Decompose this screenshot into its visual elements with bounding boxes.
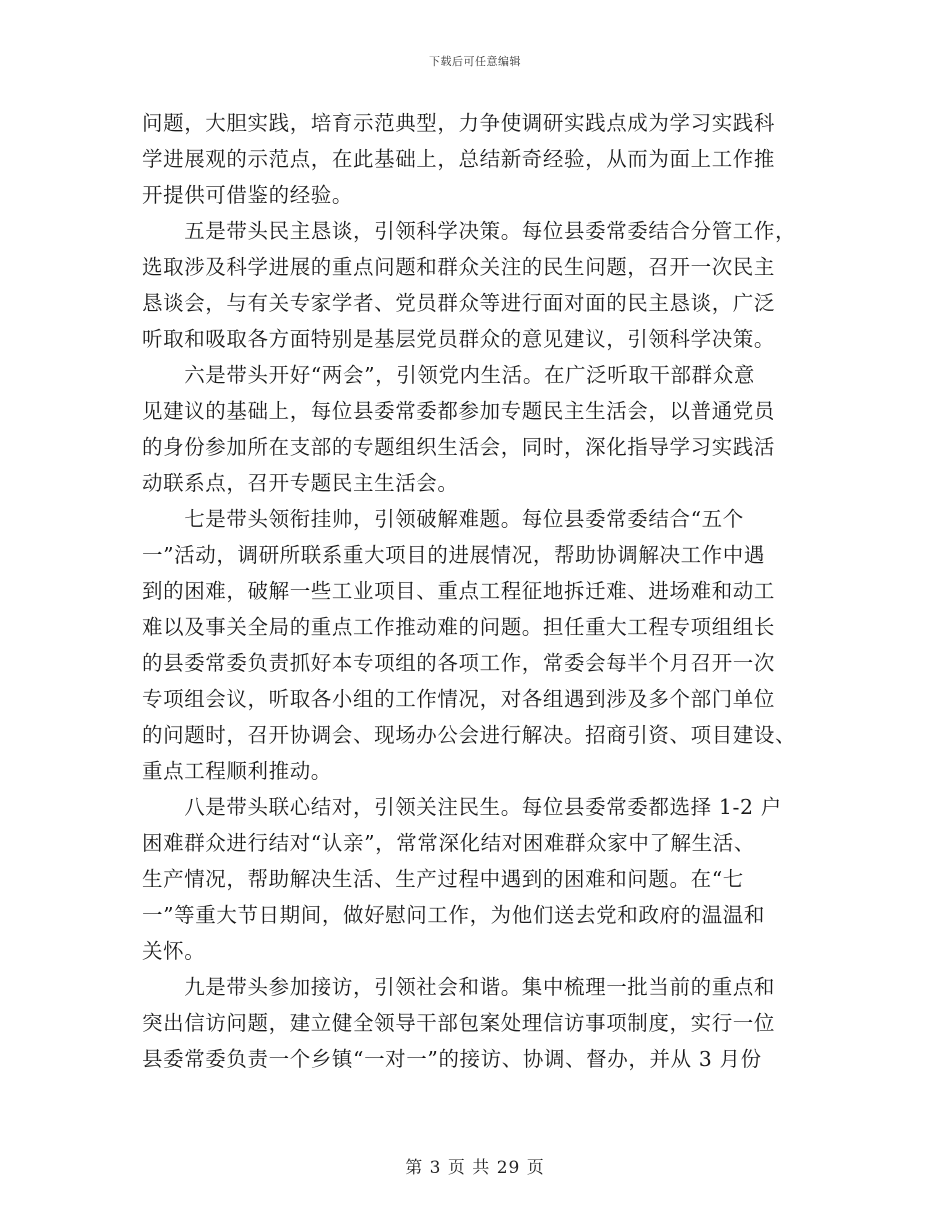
text-line: 生产情况，帮助解决生活、生产过程中遇到的困难和问题。在“七 — [142, 867, 744, 891]
text-line: 五是带头民主恳谈，引领科学决策。每位县委常委结合分管工作， — [142, 219, 797, 243]
text-line: 的问题时，召开协调会、现场办公会进行解决。招商引资、项目建设、 — [142, 723, 797, 747]
text-line: 学进展观的示范点，在此基础上，总结新奇经验，从而为面上工作推 — [142, 147, 775, 171]
text-line: 突出信访问题，建立健全领导干部包案处理信访事项制度，实行一位 — [142, 1011, 775, 1035]
page-number-footer: 第 3 页 共 29 页 — [405, 1158, 545, 1178]
text-line: 听取和吸取各方面特别是基层党员群众的意见建议，引领科学决策。 — [142, 327, 775, 351]
text-line: 六是带头开好“两会”，引领党内生活。在广泛听取干部群众意 — [142, 363, 755, 387]
text-line: 动联系点，召开专题民主生活会。 — [142, 471, 459, 495]
text-line: 难以及事关全局的重点工作推动难的问题。担任重大工程专项组组长 — [142, 615, 775, 639]
text-line: 恳谈会，与有关专家学者、党员群众等进行面对面的民主恳谈，广泛 — [142, 291, 775, 315]
text-line: 县委常委负责一个乡镇“一对一”的接访、协调、督办，并从 3 月份 — [142, 1047, 762, 1071]
page-header-note: 下载后可任意编辑 — [429, 55, 521, 68]
text-line: 九是带头参加接访，引领社会和谐。集中梳理一批当前的重点和 — [142, 975, 775, 999]
text-line: 的身份参加所在支部的专题组织生活会，同时，深化指导学习实践活 — [142, 435, 775, 459]
text-line: 到的困难，破解一些工业项目、重点工程征地拆迁难、进场难和动工 — [142, 579, 775, 603]
text-line: 选取涉及科学进展的重点问题和群众关注的民生问题，召开一次民主 — [142, 255, 775, 279]
text-line: 问题，大胆实践，培育示范典型，力争使调研实践点成为学习实践科 — [142, 111, 775, 135]
text-line: 开提供可借鉴的经验。 — [142, 183, 353, 207]
text-line: 重点工程顺利推动。 — [142, 759, 332, 783]
text-line: 关怀。 — [142, 939, 206, 963]
text-line: 八是带头联心结对，引领关注民生。每位县委常委都选择 1-2 户 — [142, 795, 782, 819]
text-line: 的县委常委负责抓好本专项组的各项工作，常委会每半个月召开一次 — [142, 651, 775, 675]
text-line: 见建议的基础上，每位县委常委都参加专题民主生活会，以普通党员 — [142, 399, 775, 423]
text-line: 七是带头领衔挂帅，引领破解难题。每位县委常委结合“五个 — [142, 507, 744, 531]
text-line: 一”等重大节日期间，做好慰问工作，为他们送去党和政府的温温和 — [142, 903, 765, 927]
text-line: 困难群众进行结对“认亲”，常常深化结对困难群众家中了解生活、 — [142, 831, 755, 855]
text-line: 专项组会议，听取各小组的工作情况，对各组遇到涉及多个部门单位 — [142, 687, 775, 711]
text-line: 一”活动，调研所联系重大项目的进展情况，帮助协调解决工作中遇 — [142, 543, 765, 567]
